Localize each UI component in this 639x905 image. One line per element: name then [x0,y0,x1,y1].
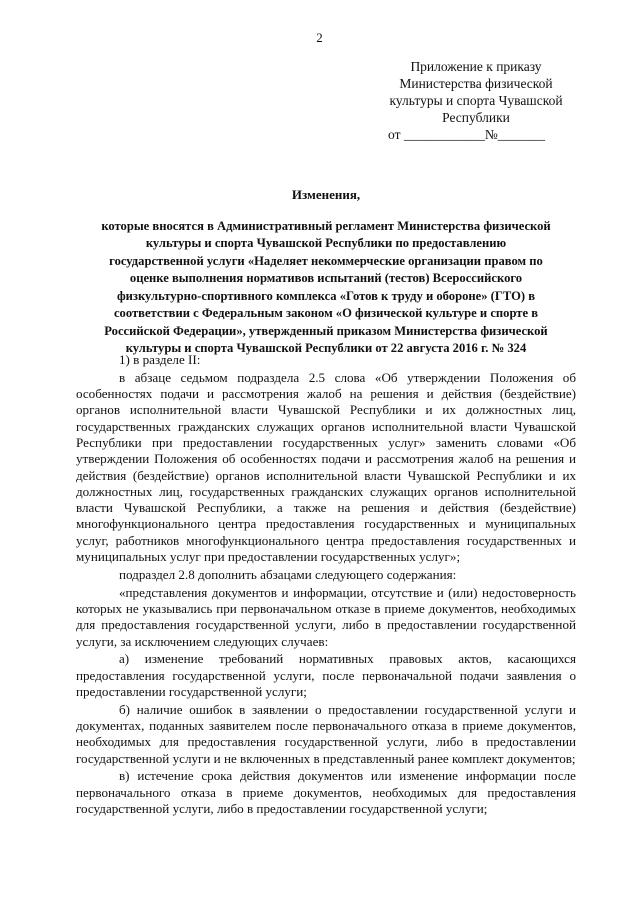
heading-line: соответствии с Федеральным законом «О физической культуре и спорте в [113,306,539,320]
appendix-line: Министерства физической [399,76,553,91]
heading-line: Российской Федерации», утвержденный приказом Министерства физической [104,323,548,338]
body-paragraph: а) изменение требований нормативных правовых актов, касающихся предоставления государственной услуги, после первоначальной подачи заявления о предоставлении государственной услуги; [76,651,576,699]
heading-line: культуры и спорта Чувашской Республики от 22 августа 2016 г. № 324 [125,341,527,355]
heading-line: физкультурно-спортивного комплекса «Готов к труду и обороне» (ГТО) в [116,288,536,303]
heading-line: оценке выполнения нормативов испытаний (тестов) Всероссийского [129,271,523,285]
body-paragraph: б) наличие ошибок в заявлении о предоставлении государственной услуги и документах, поданных заявителем после первоначального отказа в приеме документов, необходимых для предоставления государственной услуги, либо в предоставлении государственной услуги и не включенных в представленный ранее комплект документов; [76,701,576,766]
page-number: 2 [316,30,323,45]
document-heading [66,186,586,358]
body-paragraph: подраздел 2.8 дополнить абзацами следующего содержания: [119,566,457,582]
appendix-block [386,58,566,143]
appendix-date-line: от ____________№_______ [388,127,545,142]
appendix-line: культуры и спорта Чувашской [389,93,563,108]
heading-line: культуры и спорта Чувашской Республики по предоставлению [145,236,507,250]
body-paragraph: в абзаце седьмом подраздела 2.5 слова «Об утверждении Положения об особенностях подачи и рассмотрения жалоб на решения и действия (бездействие) органов исполнительной власти Чувашской Республики и их должностных лиц, государственных гражданских служащих органов исполнительной власти Чувашской Республики при предоставлении государственных услуг» заменить словами «Об утверждении Положения об особенностях подачи и рассмотрения жалоб на решения и действия (бездействие) органов исполнительной власти Чувашской Республики и их должностных лиц, государственных гражданских служащих органов исполнительной власти Чувашской Республики, а также на решения и действия (бездействие) многофункционального центра предоставления государственных и муниципальных услуг, работников многофункционального центра предоставления государственных и муниципальных услуг при предоставлении государственных услуг»; [76,369,576,565]
document-body [76,352,576,819]
body-paragraph: в) истечение срока действия документов или изменение информации после первоначального отказа в приеме документов, необходимых для предоставления государственной услуги, либо в предоставлении государственной услуги; [76,768,576,817]
body-paragraph: 1) в разделе II: [119,352,201,367]
heading-line: государственной услуги «Наделяет некоммерческие организации правом по [109,253,543,268]
appendix-line: Приложение к приказу [410,59,542,74]
body-paragraph: «представления документов и информации, отсутствие и (или) недостоверность которых не указывались при первоначальном отказе в приеме документов, необходимых для предоставления государственной услуги, либо в предоставлении государственной услуги, за исключением следующих случаев: [76,584,576,649]
appendix-line: Республики [442,110,510,125]
heading-title: Изменения, [291,187,361,202]
heading-line: которые вносятся в Административный регламент Министерства физической [101,218,551,233]
